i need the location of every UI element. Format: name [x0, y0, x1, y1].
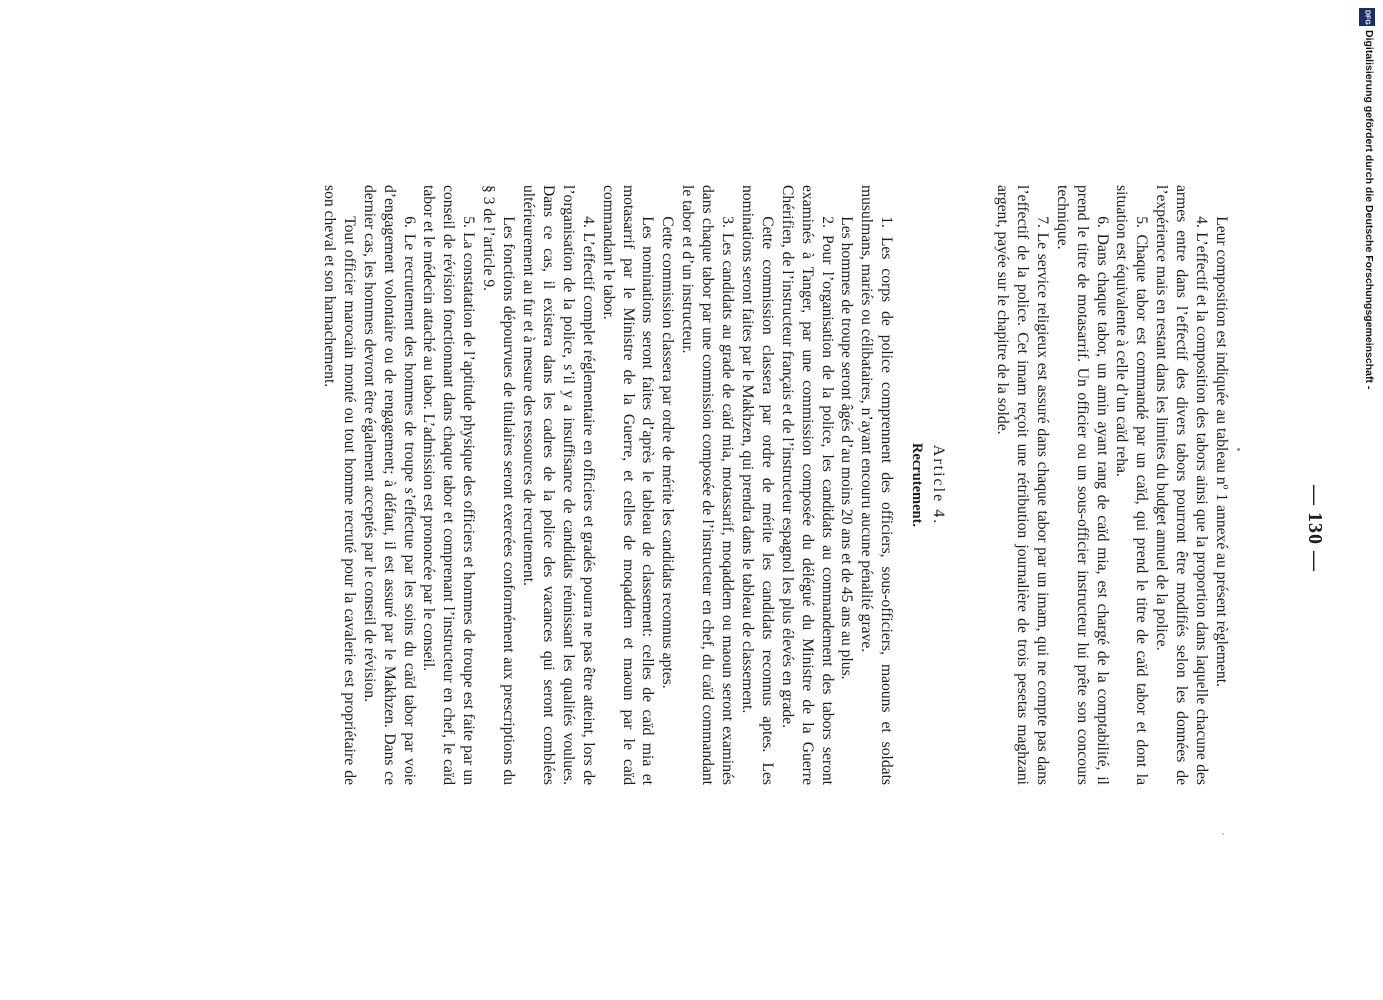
paragraph-amin: 6. Dans chaque tabor, un amin ayant rang de caïd mia, est chargé de la comptabilité, il prend le titre de motasarrif. Un officier ou un sous-officier instructeur lui prête son concours technique.: [1053, 185, 1111, 785]
paragraph-article-6: 6. Le recrutement des hommes de troupe s’effectue par les soins du caïd tabor par voie d’engagement volontaire ou de rengagement; à défaut, il est assuré par le Makhzen. Dans ce dernier cas, les hommes devront être également acceptés par le conseil de révision.: [360, 185, 418, 785]
dfg-logo-icon: DFG: [1359, 8, 1375, 26]
page-body: [319, 185, 1231, 785]
paragraph-article-3: 3. Les candidats au grade de caïd mia, motassarif, moqaddem ou maoun seront examinés dans chaque tabor par une commission composée de l’instructeur en chef, du caïd commandant le tabor et d’un instructeur.: [679, 185, 737, 785]
article-title: Article 4.: [930, 444, 948, 526]
paragraph-article-5: 5. La constatation de l’aptitude physique des officiers et hommes de troupe est faite par un conseil de révision fonctionnant dans chaque tabor et comprenant l’instructeur en chef, le caïd tabor et le médecin attaché au tabor. L’admission est prononcée par le conseil.: [420, 185, 478, 785]
scan-speck: [1237, 448, 1240, 451]
scan-speck: [1222, 833, 1224, 835]
paragraph-service-religieux: 7. Le service religieux est assuré dans chaque tabor par un imam, qui ne compte pas dans l’effectif de la police. Cet imam reçoit une rétribution journalière de trois pesetas maghzani argent, payée sur le chapitre de la solde.: [994, 185, 1051, 785]
digitization-credit: [1357, 8, 1377, 388]
paragraph-article-3c: Les nominations seront faites d’après le tableau de classement: celles de caïd mia et motasarrif par le Ministre de la Guerre, et celles de moqaddem et maoun par le caïd commandant le tabor.: [599, 185, 657, 785]
paragraph-article-3b: Cette commission classera par ordre de mérite les candidats reconnus aptes.: [659, 216, 677, 689]
credit-text: Digitalisierung gefördert durch die Deutsche Forschungsgemeinschaft -: [1363, 30, 1375, 390]
paragraph-article-6b: Tout officier marocain monté ou tout homme recruté pour la cavalerie est propriétaire de son cheval et son harnachement.: [320, 185, 358, 785]
paragraph-caid-tabor: 5. Chaque tabor est commandé par un caïd, qui prend le titre de caïd tabor et dont la situation est équivalente à celle d’un caïd reha.: [1113, 185, 1151, 785]
paragraph-article-2b: Cette commission classera par ordre de mérite les candidats reconnus aptes. Les nominations seront faites par le Makhzen, qui prendra dans le tableau de classement.: [738, 185, 776, 785]
paragraph-article-4: 4. L’effectif complet réglementaire en officiers et gradés pourra ne pas être atteint, lors de l’organisation de la police, s’il y a insuffisance de candidats réunissant les qualités voulues. Dans ce cas, il existera dans les cadres de la police des vacances qui seront comblées ultérieurement au fur et à mesure des ressources de recrutement.: [520, 185, 597, 785]
paragraph-article-2: 2. Pour l’organisation de la police, les candidats au commandement des tabors seront examinés à Tanger, par une commission composée du délégué du Ministre de la Guerre Chérifien, de l’instructeur français et de l’instructeur espagnol les plus élevés en grade.: [778, 185, 836, 785]
paragraph-article-1: 1. Les corps de police comprennent des officiers, sous-officiers, maouns et soldats musulmans, mariés ou célibataires, n’ayant encouru aucune pénalité grave.: [858, 185, 896, 785]
paragraph-article-4b: Les fonctions dépourvues de titulaires seront exercées conformément aux prescriptions du § 3 de l’article 9.: [480, 185, 518, 785]
paragraph-effectif: 4. L’effectif et la composition des tabors ainsi que la proportion dans laquelle chacune des armes entre dans l’effectif des divers tabors pourront être modifiés selon les données de l’expérience mais en restant dans les limites du budget annuel de la police.: [1153, 185, 1211, 785]
rotated-page: [116, 185, 1326, 785]
page-number: — 130 —: [1304, 485, 1326, 572]
paragraph-article-1b: Les hommes de troupe seront âgés d’au moins 20 ans et de 45 ans au plus.: [838, 216, 856, 680]
article-subtitle: Recrutement.: [909, 442, 926, 528]
paragraph-composition: Leur composition est indiquée au tableau nº 1 annexé au présent règlement.: [1213, 216, 1230, 687]
